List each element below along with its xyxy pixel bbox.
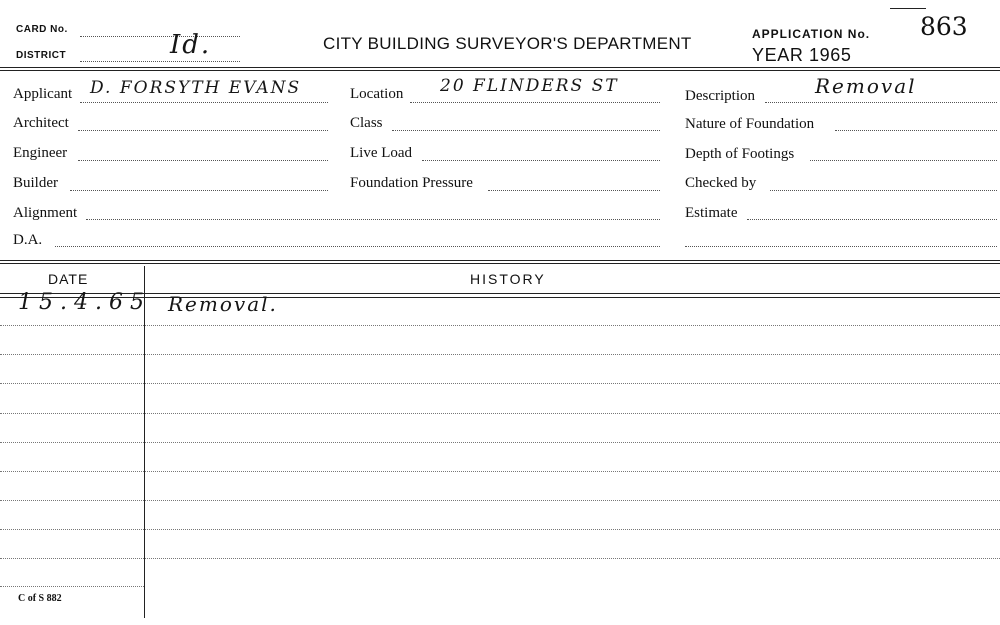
location-value: 20 FLINDERS ST xyxy=(440,76,619,96)
applicant-value: D. FORSYTH EVANS xyxy=(90,78,302,98)
date-column-header: DATE xyxy=(48,271,89,287)
history-rule xyxy=(0,354,1000,355)
description-line xyxy=(765,102,997,103)
builder-line xyxy=(70,190,328,191)
description-label: Description xyxy=(685,88,755,104)
location-line xyxy=(410,102,660,103)
application-no-label: APPLICATION No. xyxy=(752,27,871,41)
section-rule-1 xyxy=(0,260,1000,261)
history-entry-text: Removal. xyxy=(168,292,278,316)
history-rule xyxy=(0,413,1000,414)
department-title: CITY BUILDING SURVEYOR'S DEPARTMENT xyxy=(323,34,692,53)
history-rule xyxy=(0,383,1000,384)
checked-by-label: Checked by xyxy=(685,175,757,191)
da-right-line xyxy=(685,246,997,247)
engineer-label: Engineer xyxy=(13,145,68,161)
architect-line xyxy=(78,130,328,131)
district-line xyxy=(80,61,240,62)
builder-label: Builder xyxy=(13,175,58,191)
live-load-line xyxy=(422,160,660,161)
district-value: Id. xyxy=(170,30,212,60)
applicant-label: Applicant xyxy=(13,86,73,102)
nature-of-foundation-label: Nature of Foundation xyxy=(685,116,815,132)
alignment-label: Alignment xyxy=(13,205,78,221)
section-rule-2 xyxy=(0,263,1000,264)
district-label: DISTRICT xyxy=(16,50,67,61)
da-line xyxy=(55,246,660,247)
card-no-label: CARD No. xyxy=(16,24,68,35)
history-entry xyxy=(0,290,1000,320)
history-rule xyxy=(0,442,1000,443)
year-label: YEAR 1965 xyxy=(752,45,852,65)
applicant-line xyxy=(80,102,328,103)
class-label: Class xyxy=(350,115,383,131)
foundation-pressure-line xyxy=(488,190,660,191)
checked-by-line xyxy=(770,190,997,191)
history-rule xyxy=(0,586,144,587)
top-short-rule xyxy=(890,8,926,9)
history-entry-date: 15.4.65 xyxy=(18,290,151,315)
history-rule xyxy=(0,500,1000,501)
depth-of-footings-line xyxy=(810,160,997,161)
nature-of-foundation-line xyxy=(835,130,997,131)
da-label: D.A. xyxy=(13,232,43,248)
foundation-pressure-label: Foundation Pressure xyxy=(350,175,473,191)
card-no-line xyxy=(80,36,240,37)
history-rule xyxy=(0,325,1000,326)
form-code: C of S 882 xyxy=(18,593,62,604)
history-rule xyxy=(0,471,1000,472)
location-label: Location xyxy=(350,86,404,102)
description-value: Removal xyxy=(815,74,917,98)
estimate-label: Estimate xyxy=(685,205,738,221)
engineer-line xyxy=(78,160,328,161)
history-rule xyxy=(0,529,1000,530)
history-column-header: HISTORY xyxy=(470,271,546,287)
depth-of-footings-label: Depth of Footings xyxy=(685,146,795,162)
architect-label: Architect xyxy=(13,115,69,131)
class-line xyxy=(392,130,660,131)
header-rule-2 xyxy=(0,70,1000,71)
history-rule xyxy=(0,558,1000,559)
live-load-label: Live Load xyxy=(350,145,413,161)
alignment-line xyxy=(86,219,660,220)
card-header xyxy=(0,0,1000,72)
estimate-line xyxy=(747,219,997,220)
application-no-value: 863 xyxy=(920,12,968,41)
header-rule-1 xyxy=(0,67,1000,68)
